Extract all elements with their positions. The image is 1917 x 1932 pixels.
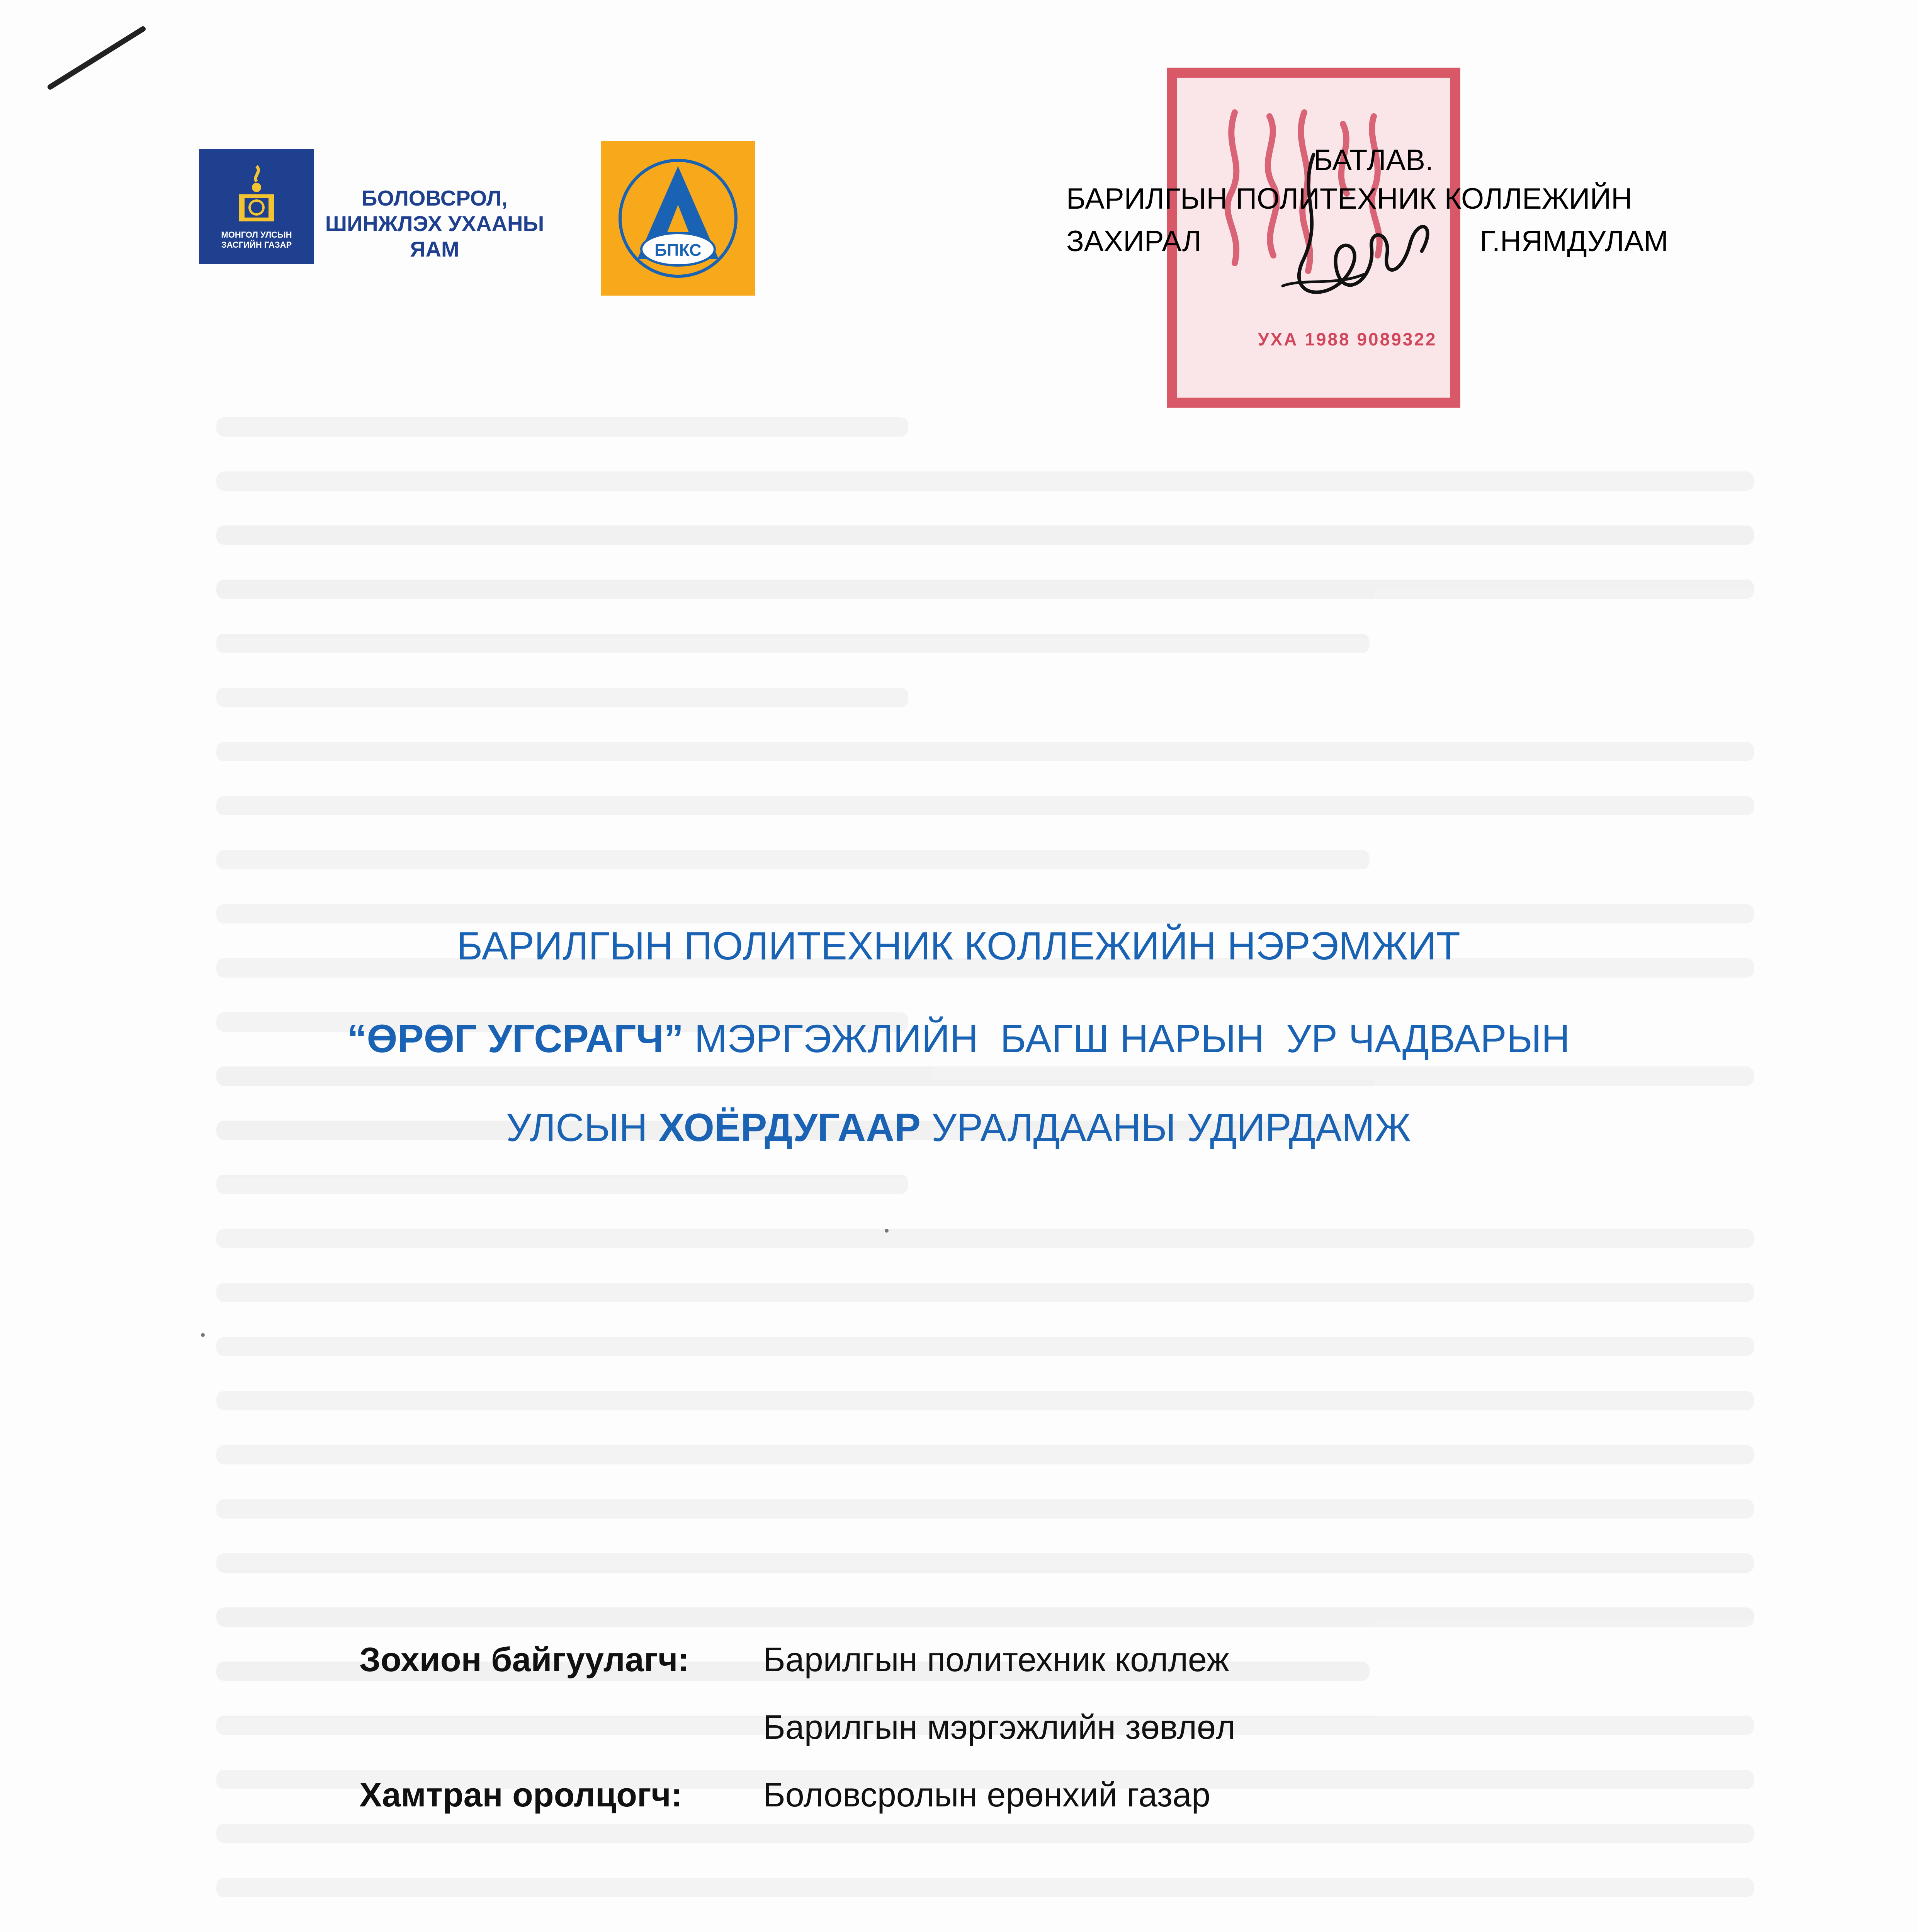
approval-role: ЗАХИРАЛ <box>1066 225 1202 258</box>
title-ordinal: ХОЁРДУГААР <box>658 1105 921 1150</box>
stamp-code: УХА 1988 9089322 <box>1258 329 1437 349</box>
organizer-1: Барилгын политехник коллеж <box>763 1640 1229 1679</box>
college-emblem-icon <box>614 155 742 282</box>
ministry-name: БОЛОВСРОЛ, ШИНЖЛЭХ УХААНЫ ЯАМ <box>325 186 544 261</box>
college-logo-text: БПКС <box>654 241 702 260</box>
organizer-label: Зохион байгуулагч: <box>359 1640 689 1679</box>
approval-organization: БАРИЛГЫН ПОЛИТЕХНИК КОЛЛЕЖИЙН <box>1066 182 1633 215</box>
pen-stroke-mark <box>46 21 147 91</box>
ministry-emblem <box>199 149 314 264</box>
title-line-2 <box>0 1016 1917 1061</box>
title-line-3 <box>0 1105 1917 1150</box>
title-line-3-pre: УЛСЫН <box>506 1105 659 1150</box>
approval-person: Г.НЯМДУЛАМ <box>1480 225 1669 258</box>
organizer-2: Барилгын мэргэжлийн зөвлөл <box>763 1708 1236 1746</box>
scan-speck <box>201 1333 205 1337</box>
partner-label: Хамтран оролцогч: <box>359 1776 682 1814</box>
show-through-text <box>216 417 1754 1932</box>
college-logo <box>601 141 755 296</box>
title-line-3-post: УРАЛДААНЫ УДИРДАМЖ <box>920 1105 1411 1150</box>
partner-name: Боловсролын ерөнхий газар <box>763 1776 1210 1814</box>
title-line-1: БАРИЛГЫН ПОЛИТЕХНИК КОЛЛЕЖИЙН НЭРЭМЖИТ <box>457 924 1460 968</box>
title-line-2-rest: МЭРГЭЖЛИЙН БАГШ НАРЫН УР ЧАДВАРЫН <box>683 1017 1570 1061</box>
approval-word: БАТЛАВ. <box>1314 144 1434 177</box>
scan-speck <box>885 1229 889 1233</box>
title-profession: “ӨРӨГ УГСРАГЧ” <box>347 1017 684 1061</box>
soyombo-icon <box>235 164 278 222</box>
director-signature <box>1236 139 1453 355</box>
emblem-caption: МОНГОЛ УЛСЫН ЗАСГИЙН ГАЗАР <box>221 230 292 250</box>
